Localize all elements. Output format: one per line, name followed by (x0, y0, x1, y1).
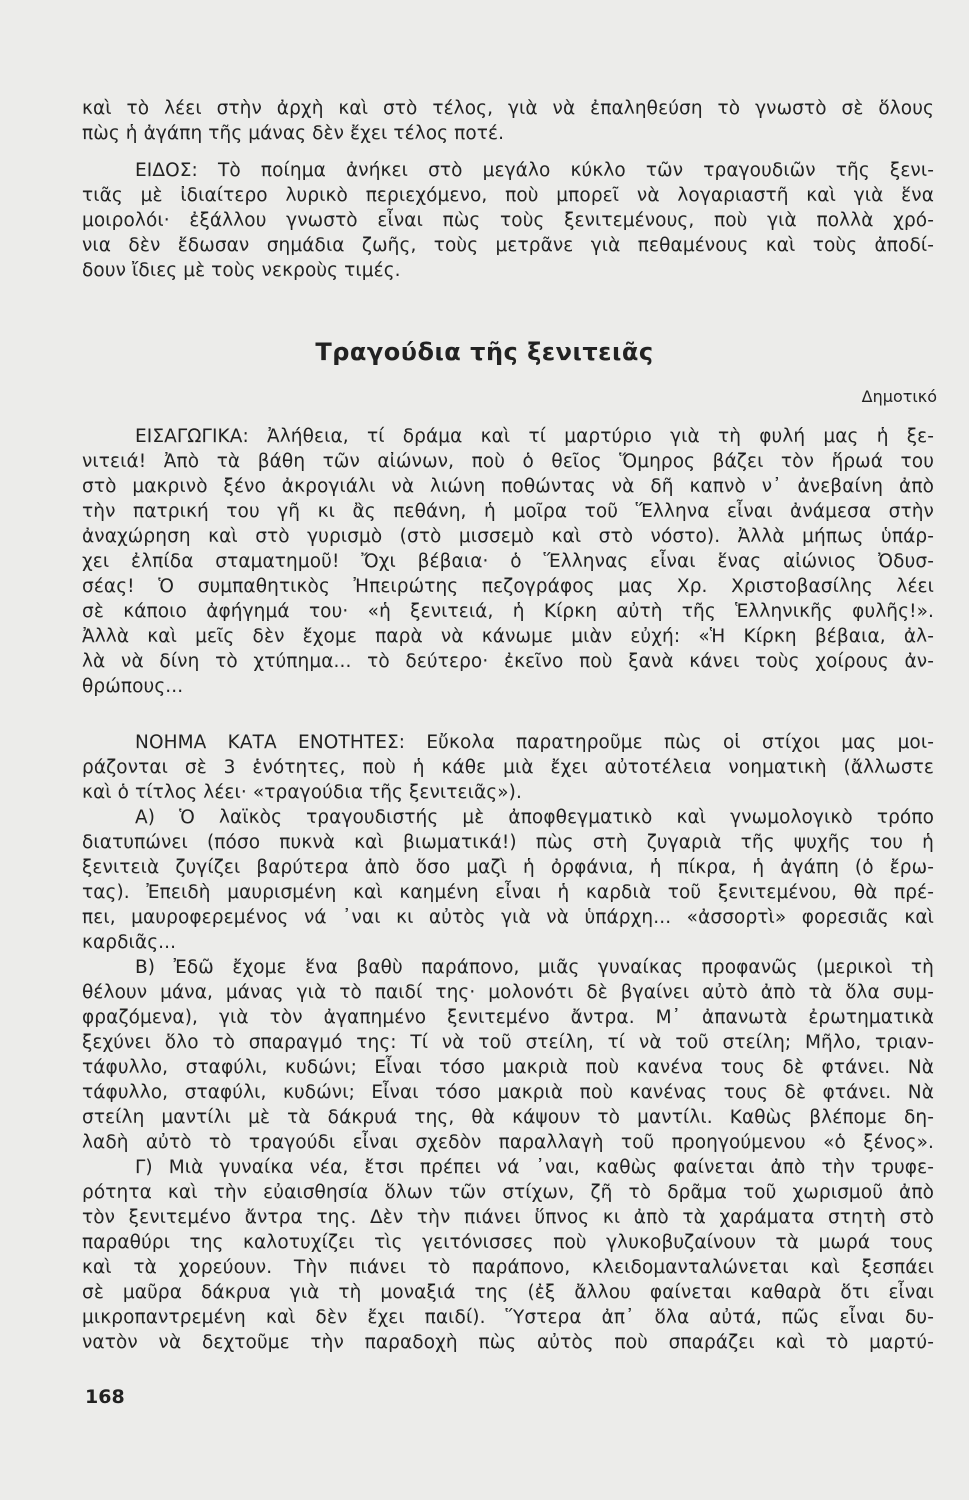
text-line: Β) Ἐδῶ ἔχομε ἕνα βαθὺ παράπονο, μιᾶς γυναίκας προφανῶς (μερικοὶ τὴ (135, 957, 934, 978)
section-c-paragraph (82, 1155, 934, 1355)
text-line: Γ) Μιὰ γυναίκα νέα, ἔτσι πρέπει νά ᾿ναι, καθὼς φαίνεται ἀπὸ τὴν τρυφε- (135, 1157, 934, 1178)
text-line: παραθύρι της καλοτυχίζει τὶς γειτόνισσες ποὺ γλυκοβυζαίνουν τὰ μωρά τους (82, 1232, 934, 1253)
text-line: ἀναχώρηση καὶ στὸ γυρισμὸ (στὸ μισσεμὸ καὶ στὸ νόστο). Ἀλλὰ μήπως ὑπάρ- (82, 526, 934, 547)
text-line: τάφυλλο, σταφύλι, κυδώνι; Εἶναι τόσο μακριὰ ποὺ κανένα τους δὲ φτάνει. Νὰ (82, 1057, 934, 1078)
text-line: τὴν πατρική του γῆ κι ἂς πεθάνη, ἡ μοῖρα τοῦ Ἕλληνα εἶναι ἀνάμεσα στὴν (82, 501, 934, 522)
text-line: φραζόμενα), γιὰ τὸν ἀγαπημένο ξενιτεμένο ἄντρα. Μ᾿ ἀπανωτὰ ἐρωτηματικὰ (82, 1007, 934, 1028)
text-line: χει ἐλπίδα σταματημοῦ! Ὄχι βέβαια· ὁ Ἕλληνας εἶναι ἕνας αἰώνιος Ὀδυσ- (82, 551, 934, 572)
section-title: Τραγούδια τῆς ξενιτειᾶς (315, 338, 654, 366)
text-line: τάφυλλο, σταφύλι, κυδώνι; Εἶναι τόσο μακριὰ ποὺ κανένας τους δὲ φτάνει. Νὰ (82, 1082, 934, 1103)
text-line: θέλουν μάνα, μάνας γιὰ τὸ παιδί της· μολονότι δὲ βγαίνει αὐτὸ ἀπὸ τὰ ὅλα συμ- (82, 982, 934, 1003)
text-line: ξενιτειὰ ζυγίζει βαρύτερα ἀπὸ ὅσο μαζὶ ἡ ὀρφάνια, ἡ πίκρα, ἡ ἀγάπη (ὁ ἔρω- (82, 857, 934, 878)
text-line: ρότητα καὶ τὴν εὐαισθησία ὅλων τῶν στίχων, ζῆ τὸ δρᾶμα τοῦ χωρισμοῦ ἀπὸ (82, 1182, 934, 1203)
text-line: μοιρολόι· ἐξάλλου γνωστὸ εἶναι πὼς τοὺς ξενιτεμένους, ποὺ γιὰ πολλὰ χρό- (82, 210, 934, 231)
eidos-paragraph (82, 158, 934, 283)
text-line: ΕΙΔΟΣ: Τὸ ποίημα ἀνήκει στὸ μεγάλο κύκλο τῶν τραγουδιῶν τῆς ξενι- (135, 160, 934, 181)
text-line: καὶ τὸ λέει στὴν ἀρχὴ καὶ στὸ τέλος, γιὰ νὰ ἐπαληθεύση τὸ γνωστὸ σὲ ὅλους (82, 98, 934, 119)
text-line: δουν ἴδιες μὲ τοὺς νεκροὺς τιμές. (82, 260, 401, 281)
text-line: ΝΟΗΜΑ ΚΑΤΑ ΕΝΟΤΗΤΕΣ: Εὔκολα παρατηροῦμε πὼς οἱ στίχοι μας μοι- (135, 732, 934, 753)
text-line: καρδιᾶς... (82, 932, 177, 953)
text-line: νιτειά! Ἀπὸ τὰ βάθη τῶν αἰώνων, ποὺ ὁ θεῖος Ὅμηρος βάζει τὸν ἥρωά του (82, 451, 934, 472)
intro-paragraph (82, 96, 934, 146)
text-line: θρώπους... (82, 676, 184, 697)
text-line: καὶ τὰ χορεύουν. Τὴν πιάνει τὸ παράπονο, κλειδομανταλώνεται καὶ ξεσπάει (82, 1257, 934, 1278)
source-label: Δημοτικό (861, 387, 937, 406)
text-line: μικροπαντρεμένη καὶ δὲν ἔχει παιδί). Ὕστερα ἀπ᾿ ὅλα αὐτά, πῶς εἶναι δυ- (82, 1307, 934, 1328)
text-line: πὼς ἡ ἀγάπη τῆς μάνας δὲν ἔχει τέλος ποτέ. (82, 123, 505, 144)
text-line: διατυπώνει (πόσο πυκνὰ καὶ βιωματικά!) πὼς στὴ ζυγαριὰ τῆς ψυχῆς του ἡ (82, 832, 934, 853)
text-line: σὲ κάποιο ἀφήγημά του· «ἡ ξενιτειά, ἡ Κίρκη αὐτὴ τῆς Ἑλληνικῆς φυλῆς!». (82, 601, 934, 622)
text-line: σέας! Ὁ συμπαθητικὸς Ἠπειρώτης πεζογράφος μας Χρ. Χριστοβασίλης λέει (82, 576, 934, 597)
text-line: νια δὲν ἔδωσαν σημάδια ζωῆς, τοὺς μετρᾶνε γιὰ πεθαμένους καὶ τοὺς ἀποδί- (82, 235, 934, 256)
eisagogika-paragraph (82, 424, 934, 699)
text-line: ράζονται σὲ 3 ἑνότητες, ποὺ ἡ κάθε μιὰ ἔχει αὐτοτέλεια νοηματικὴ (ἄλλωστε (82, 757, 934, 778)
text-line: καὶ ὁ τίτλος λέει· «τραγούδια τῆς ξενιτειᾶς»). (82, 782, 522, 803)
text-line: τας). Ἐπειδὴ μαυρισμένη καὶ καημένη εἶναι ἡ καρδιὰ τοῦ ξενιτεμένου, θὰ πρέ- (82, 882, 934, 903)
text-line: λαδὴ αὐτὸ τὸ τραγούδι εἶναι σχεδὸν παραλλαγὴ τοῦ προηγούμενου «ὁ ξένος». (82, 1132, 934, 1153)
text-line: στείλη μαντίλι μὲ τὰ δάκρυά της, θὰ κάψουν τὸ μαντίλι. Καθὼς βλέπομε δη- (82, 1107, 934, 1128)
text-line: νατὸν νὰ δεχτοῦμε τὴν παραδοχὴ πὼς αὐτὸς ποὺ σπαράζει καὶ τὸ μαρτύ- (82, 1332, 934, 1353)
text-line: λὰ νὰ δίνη τὸ χτύπημα... τὸ δεύτερο· ἐκεῖνο ποὺ ξανὰ κάνει τοὺς χοίρους ἀν- (82, 651, 934, 672)
text-line: ΕΙΣΑΓΩΓΙΚΑ: Ἀλήθεια, τί δράμα καὶ τί μαρτύριο γιὰ τὴ φυλή μας ἡ ξε- (135, 426, 934, 447)
text-line: στὸ μακρινὸ ξένο ἀκρογιάλι νὰ λιώνη ποθώντας νὰ δῆ καπνὸ ν᾿ ἀνεβαίνη ἀπὸ (82, 476, 934, 497)
text-line: ξεχύνει ὅλο τὸ σπαραγμό της: Τί νὰ τοῦ στείλη, τί νὰ τοῦ στείλη; Μῆλο, τριαν- (82, 1032, 934, 1053)
page-number: 168 (85, 1386, 125, 1408)
text-line: σὲ μαῦρα δάκρυα γιὰ τὴ μοναξιά της (ἐξ ἄλλου φαίνεται καθαρὰ ὅτι εἶναι (82, 1282, 934, 1303)
text-line: πει, μαυροφερεμένος νά ᾿ναι κι αὐτὸς γιὰ νὰ ὑπάρχη... «ἀσσορτὶ» φορεσιᾶς καὶ (82, 907, 934, 928)
text-line: Α) Ὁ λαϊκὸς τραγουδιστής μὲ ἀποφθεγματικὸ καὶ γνωμολογικὸ τρόπο (135, 807, 934, 828)
text-line: τὸν ξενιτεμένο ἄντρα της. Δὲν τὴν πιάνει ὕπνος κι ἀπὸ τὰ χαράματα στητὴ στὸ (82, 1207, 934, 1228)
text-line: τιᾶς μὲ ἰδιαίτερο λυρικὸ περιεχόμενο, ποὺ μπορεῖ νὰ λογαριαστῆ καὶ γιὰ ἕνα (82, 185, 934, 206)
noima-paragraph (82, 730, 934, 805)
section-a-paragraph (82, 805, 934, 955)
section-b-paragraph (82, 955, 934, 1155)
text-line: Ἀλλὰ καὶ μεῖς δὲν ἔχομε παρὰ νὰ κάνωμε μιὰν εὐχή: «Ἡ Κίρκη βέβαια, ἀλ- (82, 626, 934, 647)
